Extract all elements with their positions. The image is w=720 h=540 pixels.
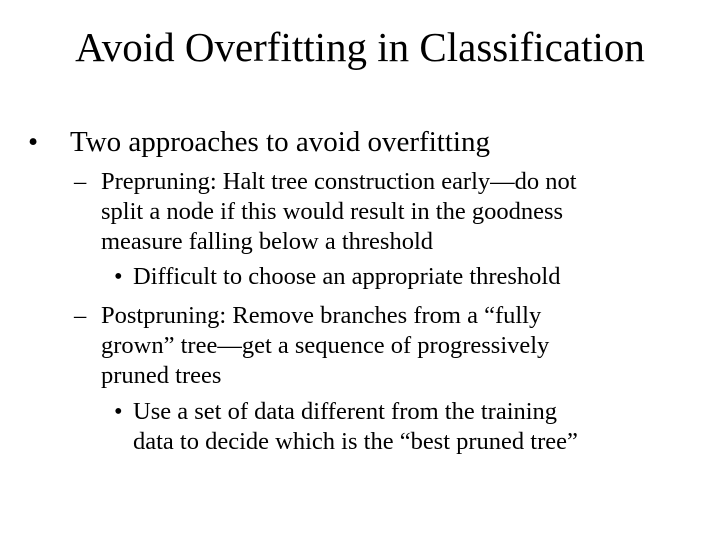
text-line: grown” tree—get a sequence of progressively bbox=[101, 332, 550, 359]
subitem-prepruning bbox=[74, 167, 674, 257]
text-line: data to decide which is the “best pruned tree” bbox=[133, 428, 578, 455]
text-line: pruned trees bbox=[101, 362, 222, 389]
bullet-marker: • bbox=[114, 398, 123, 425]
detail-text bbox=[133, 262, 674, 292]
text-line: measure falling below a threshold bbox=[101, 228, 434, 255]
subitem-text bbox=[101, 167, 674, 257]
dash-marker: – bbox=[74, 168, 87, 195]
slide-title: Avoid Overfitting in Classification bbox=[75, 24, 645, 70]
text-line: Postpruning: Remove branches from a “fully bbox=[101, 302, 542, 329]
dash-marker: – bbox=[74, 302, 87, 329]
subitem-postpruning bbox=[74, 301, 674, 391]
text-line: split a node if this would result in the goodness bbox=[101, 198, 564, 225]
main-bullet-text: Two approaches to avoid overfitting bbox=[70, 126, 490, 158]
subitem-text bbox=[101, 301, 674, 391]
detail-postpruning bbox=[114, 397, 674, 457]
main-bullet bbox=[28, 124, 490, 160]
bullet-marker: • bbox=[28, 126, 39, 158]
detail-text bbox=[133, 397, 674, 457]
detail-prepruning bbox=[114, 262, 674, 292]
text-line: Prepruning: Halt tree construction early—do not bbox=[101, 168, 577, 195]
text-line: Use a set of data different from the training bbox=[133, 398, 558, 425]
bullet-marker: • bbox=[114, 263, 123, 290]
text-line: Difficult to choose an appropriate threshold bbox=[133, 263, 561, 290]
